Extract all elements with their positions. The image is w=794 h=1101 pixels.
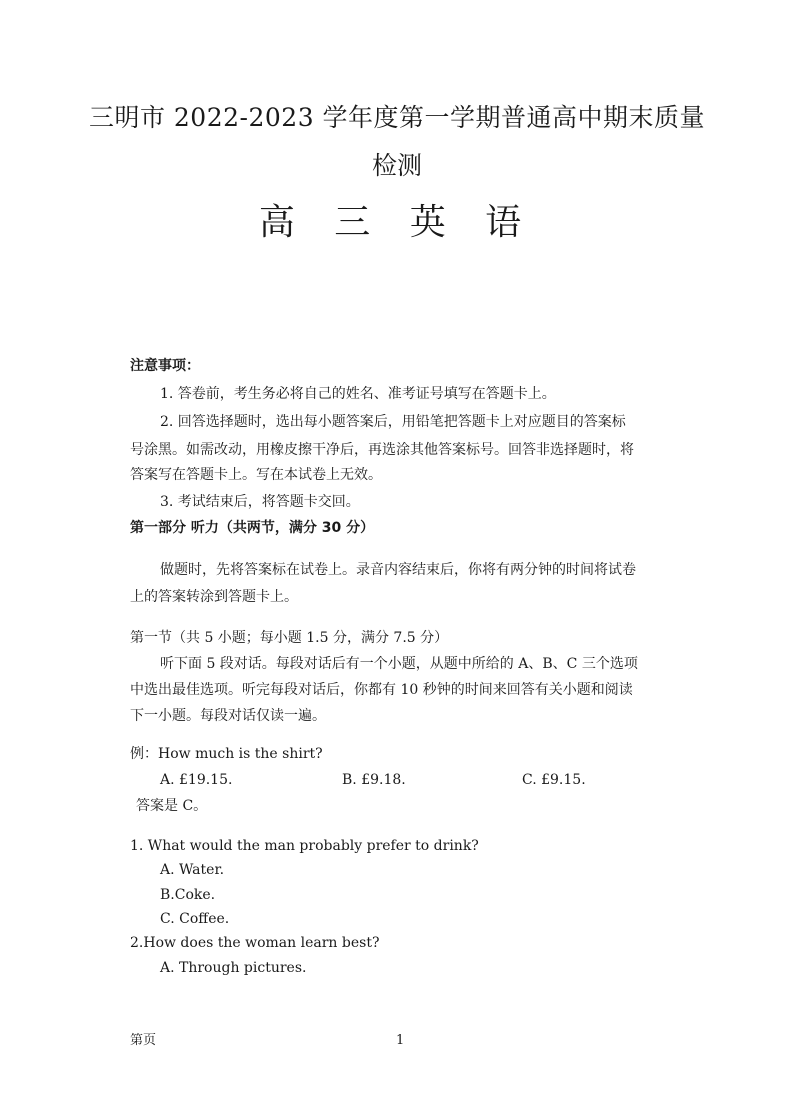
question-2: 2.How does the woman learn best? [130, 935, 380, 951]
footer-page-label: 第页 [130, 1033, 157, 1048]
exam-title-line1: 三明市 2022-2023 学年度第一学期普通高中期末质量 [88, 103, 706, 132]
question-1-option-a: A. Water. [160, 862, 225, 878]
example-question: 例：How much is the shirt? [130, 746, 323, 762]
question-1: 1. What would the man probably prefer to drink? [130, 838, 479, 854]
part1-instructions-line2: 上的答案转涂到答题卡上。 [130, 589, 298, 605]
question-2-option-a: A. Through pictures. [160, 960, 307, 976]
section1-instructions-line1: 听下面 5 段对话。每段对话后有一个小题，从题中所给的 A、B、C 三个选项 [160, 656, 638, 672]
question-1-option-b: B.Coke. [160, 887, 216, 903]
footer-page-number: 1 [396, 1033, 405, 1048]
notice-item-2-line1: 2. 回答选择题时，选出每小题答案后，用铅笔把答题卡上对应题目的答案标 [160, 414, 626, 430]
section1-heading: 第一节（共 5 小题；每小题 1.5 分，满分 7.5 分） [130, 630, 449, 646]
subject-title: 高 三 英 语 [258, 202, 536, 243]
question-1-option-c: C. Coffee. [160, 911, 230, 927]
notice-item-3: 3. 考试结束后，将答题卡交回。 [160, 494, 360, 510]
part1-heading: 第一部分 听力（共两节，满分 30 分） [130, 520, 375, 536]
part1-instructions-line1: 做题时，先将答案标在试卷上。录音内容结束后，你将有两分钟的时间将试卷 [160, 562, 636, 578]
notice-heading: 注意事项： [130, 358, 200, 374]
notice-item-2-line2: 号涂黑。如需改动，用橡皮擦干净后，再选涂其他答案标号。回答非选择题时，将 [130, 442, 634, 458]
notice-item-2-line3: 答案写在答题卡上。写在本试卷上无效。 [130, 467, 382, 483]
exam-title-line2: 检测 [371, 151, 422, 180]
example-option-a: A. £19.15. [160, 772, 233, 788]
section1-instructions-line3: 下一小题。每段对话仅读一遍。 [130, 708, 326, 724]
example-option-c: C. £9.15. [522, 772, 586, 788]
notice-item-1: 1. 答卷前，考生务必将自己的姓名、准考证号填写在答题卡上。 [160, 386, 556, 402]
section1-instructions-line2: 中选出最佳选项。听完每段对话后，你都有 10 秒钟的时间来回答有关小题和阅读 [130, 682, 633, 698]
example-option-b: B. £9.18. [342, 772, 406, 788]
example-answer: 答案是 C。 [136, 798, 208, 814]
